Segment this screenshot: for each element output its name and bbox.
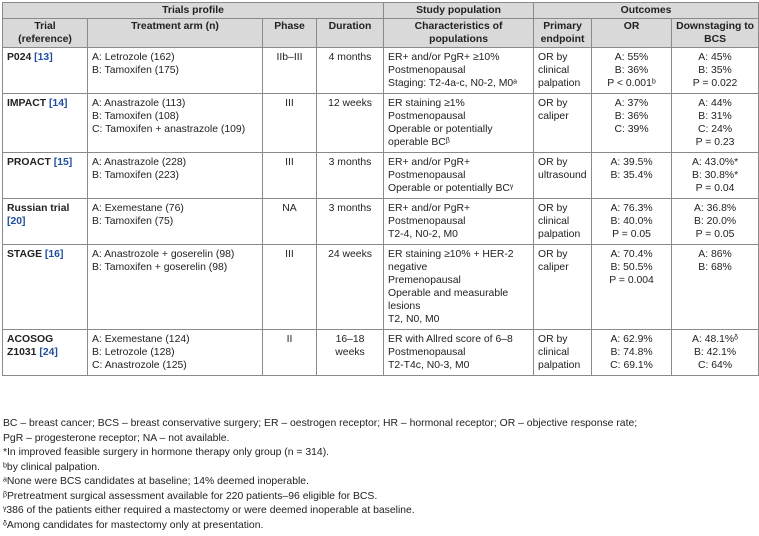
characteristics-cell-line: Postmenopausal bbox=[388, 65, 466, 76]
header-trials-profile: Trials profile bbox=[3, 3, 384, 19]
characteristics-cell-line: T2-T4c, N0-3, M0 bbox=[388, 360, 470, 371]
or-cell-line: A: 39.5% bbox=[610, 157, 653, 168]
characteristics-cell bbox=[384, 330, 534, 376]
or-cell-line: P = 0.05 bbox=[612, 229, 651, 240]
characteristics-cell-line: Operable or potentially BCᵞ bbox=[388, 183, 514, 194]
duration-cell: 24 weeks bbox=[317, 245, 384, 330]
footnotes bbox=[3, 417, 755, 533]
or-cell bbox=[592, 94, 672, 153]
downstaging-cell-line: A: 44% bbox=[698, 98, 732, 109]
header-group-row bbox=[3, 3, 759, 19]
phase-cell: II bbox=[263, 330, 317, 376]
or-cell-line: P = 0.004 bbox=[609, 275, 654, 286]
duration-cell: 12 weeks bbox=[317, 94, 384, 153]
or-cell bbox=[592, 330, 672, 376]
primary-endpoint-cell-line: palpation bbox=[538, 229, 581, 240]
treatment-arm-cell-line: B: Tamoxifen (108) bbox=[92, 111, 180, 122]
primary-endpoint-cell bbox=[534, 245, 592, 330]
downstaging-cell-line: P = 0.23 bbox=[695, 137, 735, 148]
reference-link[interactable]: [24] bbox=[39, 347, 58, 358]
downstaging-cell bbox=[672, 153, 759, 199]
downstaging-cell-line: B: 42.1% bbox=[693, 347, 737, 358]
trial-name: ACOSOG Z1031 bbox=[7, 334, 54, 358]
treatment-arm-cell bbox=[88, 94, 263, 153]
table-row bbox=[3, 153, 759, 199]
characteristics-cell-line: Operable or potentially bbox=[388, 124, 493, 135]
trial-cell bbox=[3, 199, 88, 245]
or-cell-line: B: 36% bbox=[614, 111, 649, 122]
downstaging-cell-line: C: 64% bbox=[698, 360, 733, 371]
footnote: BC – breast cancer; BCS – breast conservative surgery; ER – oestrogen receptor; HR – hormonal receptor; OR – objective response rate; bbox=[3, 418, 638, 429]
characteristics-cell-line: ER+ and/or PgR+ bbox=[388, 157, 471, 168]
treatment-arm-cell-line: A: Anastrozole + goserelin (98) bbox=[92, 249, 235, 260]
treatment-arm-cell-line: B: Tamoxifen (75) bbox=[92, 216, 174, 227]
or-cell-line: A: 62.9% bbox=[610, 334, 653, 345]
downstaging-cell-line: B: 35% bbox=[698, 65, 732, 76]
footnote: *In improved feasible surgery in hormone therapy only group (n = 314). bbox=[3, 447, 330, 458]
treatment-arm-cell bbox=[88, 48, 263, 94]
table-body bbox=[3, 48, 759, 376]
downstaging-cell bbox=[672, 330, 759, 376]
or-cell bbox=[592, 199, 672, 245]
treatment-arm-cell-line: A: Anastrazole (228) bbox=[92, 157, 187, 168]
primary-endpoint-cell bbox=[534, 330, 592, 376]
or-cell bbox=[592, 48, 672, 94]
header-trial: Trial (reference) bbox=[3, 19, 88, 48]
duration-cell: 3 months bbox=[317, 153, 384, 199]
trial-name: STAGE bbox=[7, 249, 43, 260]
header-treatment-arm: Treatment arm (n) bbox=[88, 19, 263, 48]
treatment-arm-cell-line: A: Exemestane (76) bbox=[92, 203, 184, 214]
phase-cell: III bbox=[263, 153, 317, 199]
downstaging-cell-line: A: 36.8% bbox=[693, 203, 737, 214]
downstaging-cell-line: A: 86% bbox=[698, 249, 732, 260]
trial-cell bbox=[3, 153, 88, 199]
treatment-arm-cell-line: A: Letrozole (162) bbox=[92, 52, 175, 63]
or-cell-line: P < 0.001ᵇ bbox=[607, 78, 656, 89]
or-cell-line: C: 69.1% bbox=[610, 360, 653, 371]
treatment-arm-cell-line: A: Anastrazole (113) bbox=[92, 98, 186, 109]
trial-cell bbox=[3, 94, 88, 153]
table-row bbox=[3, 245, 759, 330]
table-row bbox=[3, 48, 759, 94]
reference-link[interactable]: [15] bbox=[53, 157, 73, 168]
header-study-population: Study population bbox=[384, 3, 534, 19]
primary-endpoint-cell-line: OR by bbox=[538, 98, 568, 109]
characteristics-cell-line: T2, N0, M0 bbox=[388, 314, 440, 325]
or-cell-line: A: 70.4% bbox=[610, 249, 653, 260]
primary-endpoint-cell-line: clinical bbox=[538, 347, 570, 358]
or-cell-line: B: 40.0% bbox=[610, 216, 653, 227]
treatment-arm-cell-line: B: Tamoxifen + goserelin (98) bbox=[92, 262, 228, 273]
downstaging-cell-line: P = 0.04 bbox=[695, 183, 735, 194]
reference-link[interactable]: [16] bbox=[44, 249, 64, 260]
characteristics-cell-line: T2-4, N0-2, M0 bbox=[388, 229, 458, 240]
header-phase: Phase bbox=[263, 19, 317, 48]
downstaging-cell-line: C: 24% bbox=[698, 124, 733, 135]
header-downstaging: Downstaging to BCS bbox=[672, 19, 759, 48]
characteristics-cell bbox=[384, 199, 534, 245]
or-cell-line: A: 37% bbox=[614, 98, 649, 109]
header-outcomes: Outcomes bbox=[534, 3, 759, 19]
treatment-arm-cell-line: C: Tamoxifen + anastrazole (109) bbox=[92, 124, 246, 135]
downstaging-cell bbox=[672, 94, 759, 153]
trial-cell bbox=[3, 330, 88, 376]
header-characteristics: Characteristics of populations bbox=[384, 19, 534, 48]
table-row bbox=[3, 94, 759, 153]
primary-endpoint-cell-line: OR by bbox=[538, 249, 568, 260]
characteristics-cell-line: Premenopausal bbox=[388, 275, 461, 286]
footnote: ᵟAmong candidates for mastectomy only at presentation. bbox=[3, 519, 264, 531]
downstaging-cell-line: A: 48.1%ᵟ bbox=[692, 334, 739, 345]
trial-cell bbox=[3, 245, 88, 330]
treatment-arm-cell bbox=[88, 199, 263, 245]
primary-endpoint-cell-line: palpation bbox=[538, 78, 581, 89]
downstaging-cell-line: B: 68% bbox=[698, 262, 732, 273]
characteristics-cell bbox=[384, 153, 534, 199]
duration-cell: 16–18 weeks bbox=[317, 330, 384, 376]
characteristics-cell-line: ER+ and/or PgR+ ≥10% bbox=[388, 52, 500, 63]
or-cell-line: A: 55% bbox=[614, 52, 649, 63]
table-row bbox=[3, 330, 759, 376]
trial-name: PROACT bbox=[7, 157, 51, 168]
primary-endpoint-cell bbox=[534, 153, 592, 199]
downstaging-cell bbox=[672, 245, 759, 330]
downstaging-cell bbox=[672, 199, 759, 245]
downstaging-cell-line: B: 30.8%* bbox=[691, 170, 739, 181]
treatment-arm-cell bbox=[88, 153, 263, 199]
primary-endpoint-cell-line: clinical bbox=[538, 65, 570, 76]
or-cell-line: A: 76.3% bbox=[610, 203, 653, 214]
duration-cell: 3 months bbox=[317, 199, 384, 245]
footnote: PgR – progesterone receptor; NA – not available. bbox=[3, 432, 230, 444]
treatment-arm-cell-line: B: Tamoxifen (175) bbox=[92, 65, 180, 76]
header-or: OR bbox=[592, 19, 672, 48]
phase-cell: IIb–III bbox=[263, 48, 317, 94]
downstaging-cell-line: B: 20.0% bbox=[693, 216, 737, 227]
characteristics-cell-line: operable BCᵝ bbox=[388, 137, 450, 148]
characteristics-cell-line: lesions bbox=[388, 301, 421, 312]
characteristics-cell bbox=[384, 48, 534, 94]
header-primary-endpoint: Primary endpoint bbox=[534, 19, 592, 48]
primary-endpoint-cell-line: caliper bbox=[538, 262, 569, 273]
or-cell bbox=[592, 153, 672, 199]
or-cell-line: B: 74.8% bbox=[610, 347, 653, 358]
or-cell bbox=[592, 245, 672, 330]
trial-name: IMPACT bbox=[7, 98, 47, 109]
primary-endpoint-cell-line: palpation bbox=[538, 360, 581, 371]
characteristics-cell-line: Postmenopausal bbox=[388, 216, 466, 227]
table-header bbox=[3, 3, 759, 48]
downstaging-cell-line: P = 0.022 bbox=[692, 78, 738, 89]
downstaging-cell-line: B: 31% bbox=[698, 111, 732, 122]
treatment-arm-cell-line: B: Letrozole (128) bbox=[92, 347, 175, 358]
primary-endpoint-cell-line: OR by bbox=[538, 334, 568, 345]
characteristics-cell-line: Postmenopausal bbox=[388, 111, 466, 122]
characteristics-cell-line: Staging: T2-4a-c, N0-2, M0ᵃ bbox=[388, 78, 518, 89]
trial-name: P024 bbox=[7, 52, 32, 63]
downstaging-cell bbox=[672, 48, 759, 94]
characteristics-cell-line: Operable and measurable bbox=[388, 288, 509, 299]
characteristics-cell-line: Postmenopausal bbox=[388, 170, 466, 181]
downstaging-cell-line: A: 43.0%* bbox=[691, 157, 739, 168]
or-cell-line: B: 35.4% bbox=[610, 170, 653, 181]
or-cell-line: C: 39% bbox=[614, 124, 649, 135]
footnote: ᵇby clinical palpation. bbox=[3, 461, 100, 473]
primary-endpoint-cell bbox=[534, 199, 592, 245]
table-row bbox=[3, 199, 759, 245]
characteristics-cell bbox=[384, 94, 534, 153]
characteristics-cell-line: ER with Allred score of 6–8 bbox=[388, 334, 513, 345]
header-column-row bbox=[3, 19, 759, 48]
characteristics-cell-line: Postmenopausal bbox=[388, 347, 466, 358]
treatment-arm-cell-line: A: Exemestane (124) bbox=[92, 334, 190, 345]
primary-endpoint-cell-line: clinical bbox=[538, 216, 570, 227]
trials-table bbox=[2, 2, 759, 376]
treatment-arm-cell-line: B: Tamoxifen (223) bbox=[92, 170, 180, 181]
primary-endpoint-cell-line: OR by bbox=[538, 52, 568, 63]
treatment-arm-cell bbox=[88, 245, 263, 330]
reference-link[interactable]: [14] bbox=[48, 98, 68, 109]
characteristics-cell-line: ER staining ≥1% bbox=[388, 98, 465, 109]
footnote: ᵝPretreatment surgical assessment available for 220 patients–96 eligible for BCS. bbox=[3, 490, 378, 502]
treatment-arm-cell bbox=[88, 330, 263, 376]
characteristics-cell-line: ER+ and/or PgR+ bbox=[388, 203, 471, 214]
primary-endpoint-cell-line: ultrasound bbox=[538, 170, 587, 181]
footnote: ᵞ386 of the patients either required a mastectomy or were deemed inoperable at baseline. bbox=[3, 505, 415, 516]
phase-cell: NA bbox=[263, 199, 317, 245]
treatment-arm-cell-line: C: Anastrozole (125) bbox=[92, 360, 187, 371]
trial-name: Russian trial bbox=[7, 203, 70, 214]
downstaging-cell-line: P = 0.05 bbox=[695, 229, 735, 240]
footnote: ᵃNone were BCS candidates at baseline; 14% deemed inoperable. bbox=[3, 476, 309, 487]
phase-cell: III bbox=[263, 94, 317, 153]
primary-endpoint-cell bbox=[534, 94, 592, 153]
primary-endpoint-cell-line: OR by bbox=[538, 203, 568, 214]
reference-link[interactable]: [20] bbox=[7, 216, 26, 227]
characteristics-cell bbox=[384, 245, 534, 330]
characteristics-cell-line: negative bbox=[388, 262, 428, 273]
downstaging-cell-line: A: 45% bbox=[698, 52, 732, 63]
reference-link[interactable]: [13] bbox=[34, 52, 53, 63]
characteristics-cell-line: ER staining ≥10% + HER-2 bbox=[388, 249, 514, 260]
primary-endpoint-cell-line: caliper bbox=[538, 111, 569, 122]
primary-endpoint-cell-line: OR by bbox=[538, 157, 568, 168]
primary-endpoint-cell bbox=[534, 48, 592, 94]
phase-cell: III bbox=[263, 245, 317, 330]
header-duration: Duration bbox=[317, 19, 384, 48]
duration-cell: 4 months bbox=[317, 48, 384, 94]
or-cell-line: B: 36% bbox=[614, 65, 649, 76]
or-cell-line: B: 50.5% bbox=[610, 262, 653, 273]
trial-cell bbox=[3, 48, 88, 94]
